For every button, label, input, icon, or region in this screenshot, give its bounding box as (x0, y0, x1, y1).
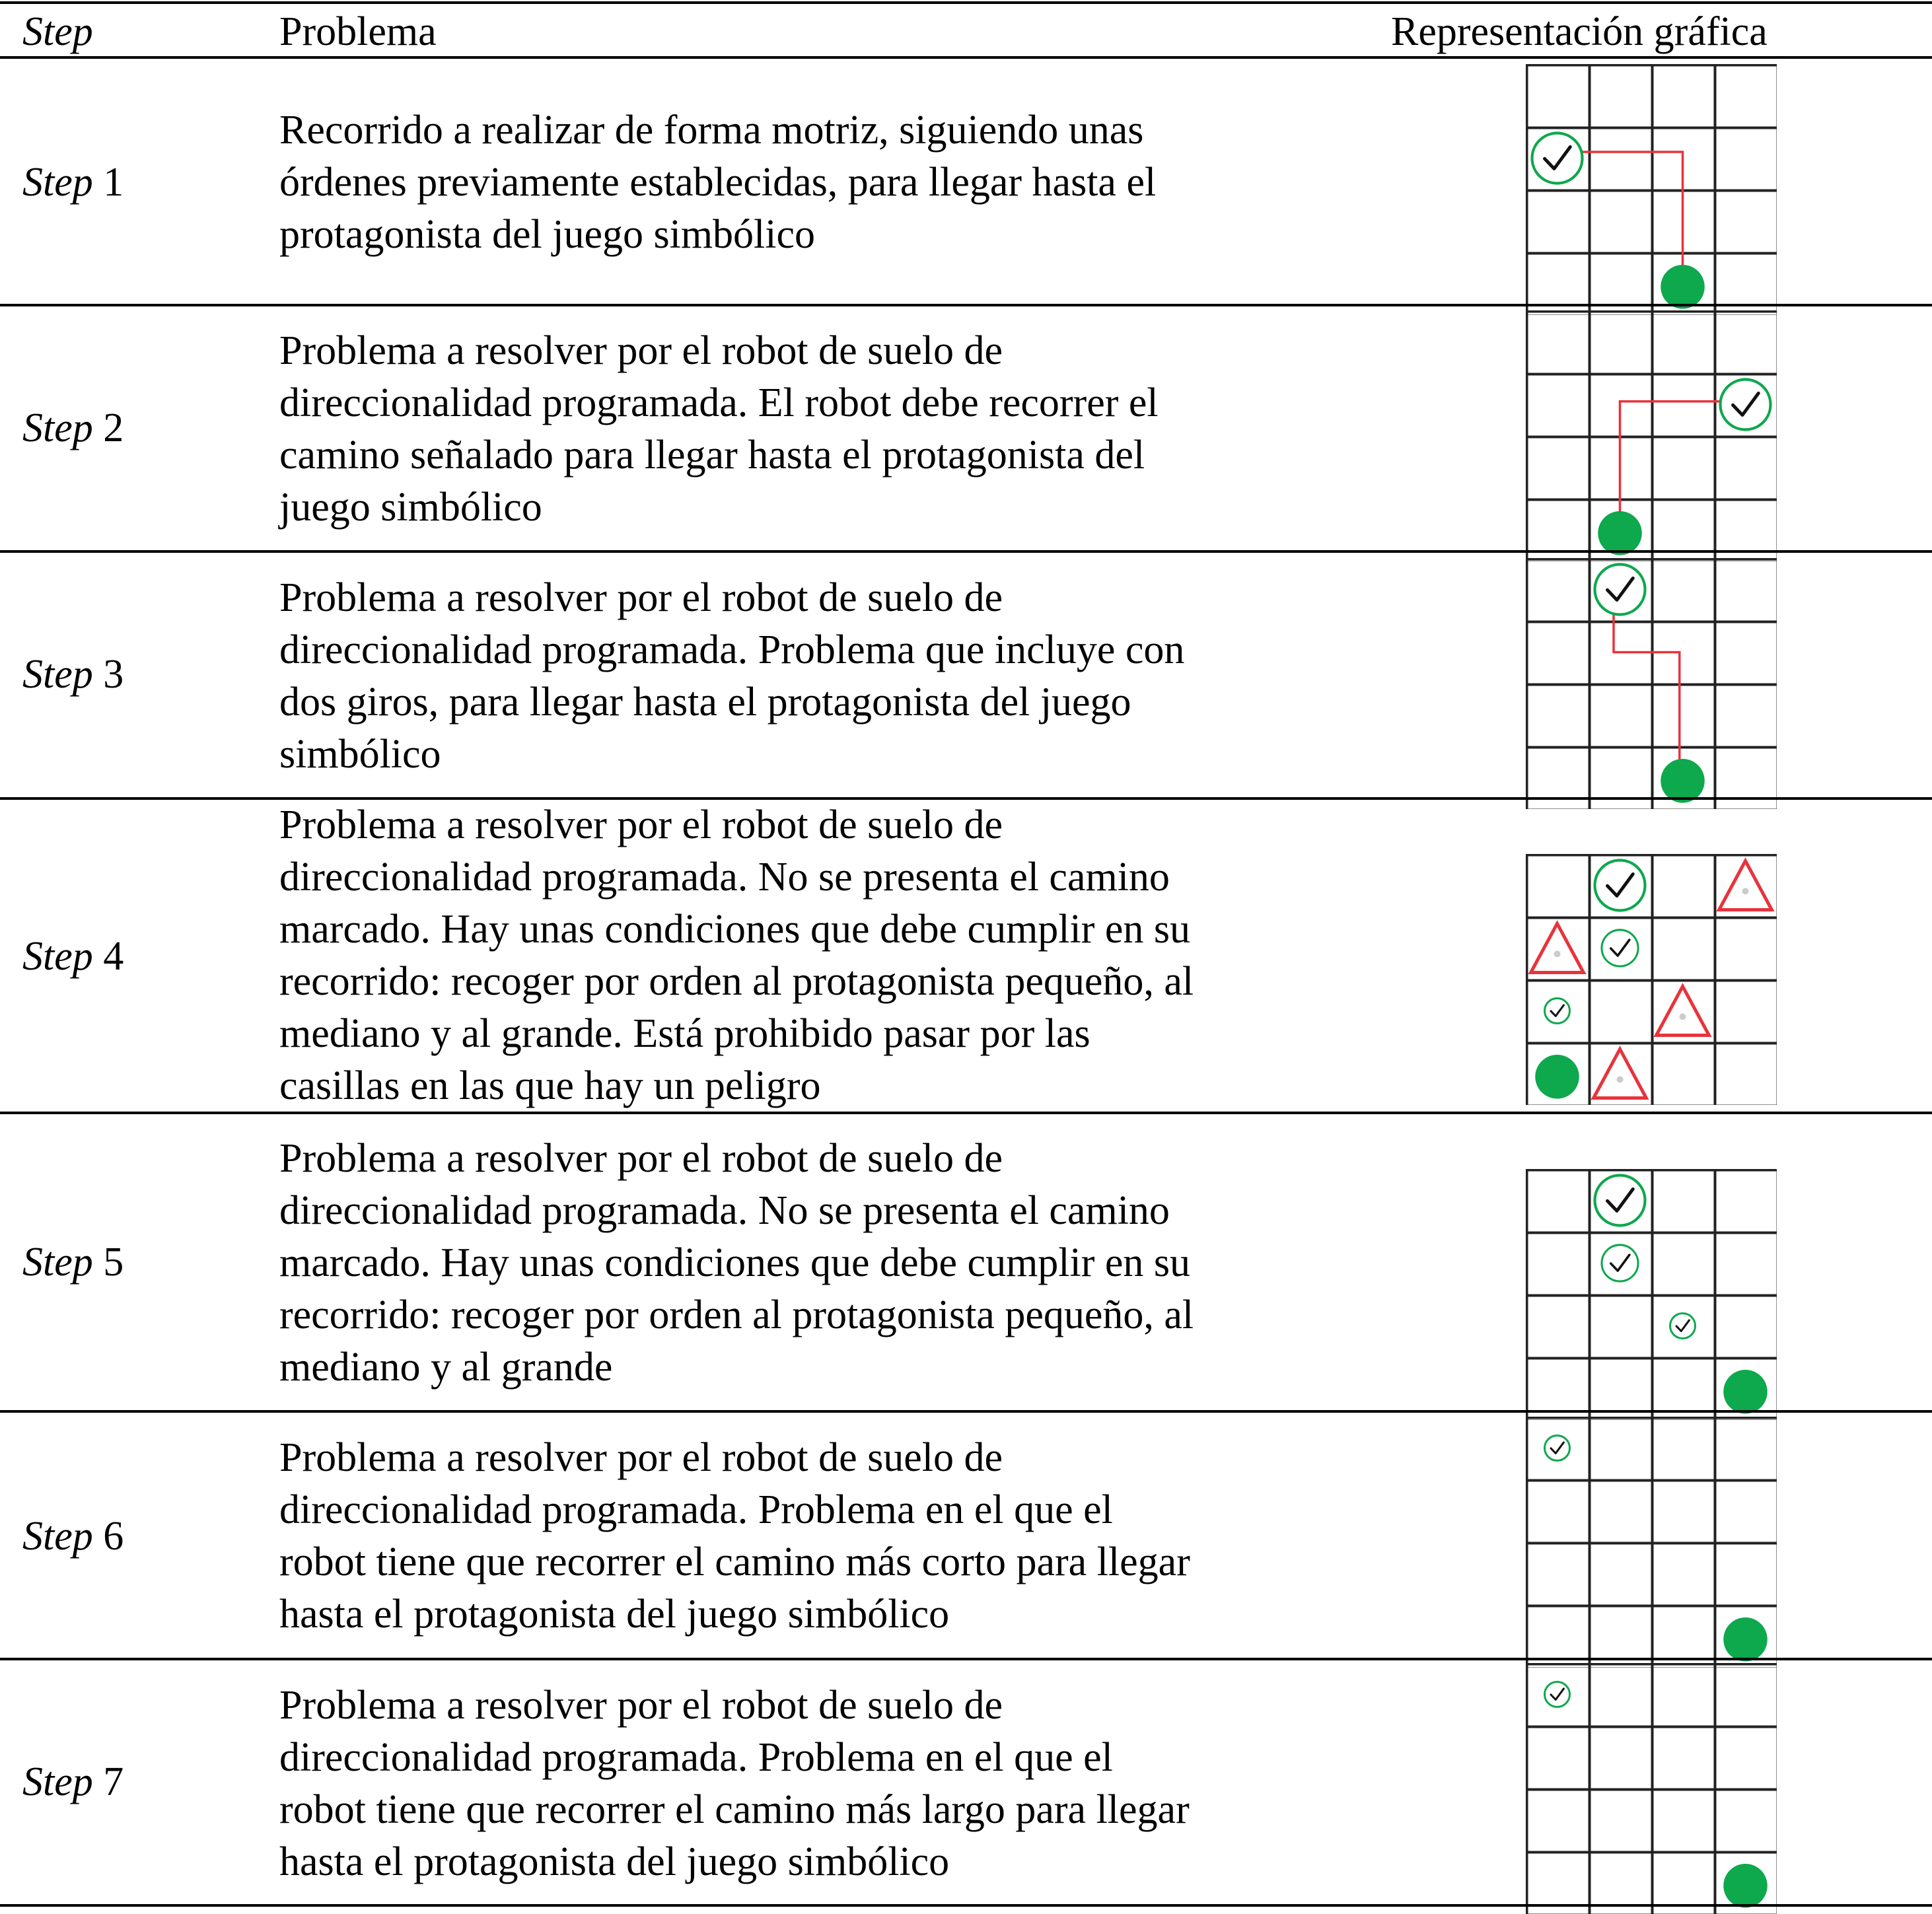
grid-cell (1715, 1418, 1777, 1481)
grid-cell (1715, 1790, 1777, 1853)
grid-cell (1653, 685, 1715, 748)
danger-mark (1680, 1013, 1686, 1020)
board-grid (1526, 558, 1777, 809)
grid-cell (1590, 981, 1653, 1044)
grid-cell (1590, 191, 1653, 254)
protagonist-check-icon (1721, 380, 1771, 430)
problem-description (279, 799, 1310, 1112)
board-grid (1526, 1169, 1777, 1420)
problem-line: direccionalidad programada. No se presenta el camino (279, 1185, 1310, 1237)
step-label (22, 933, 124, 980)
grid-cell (1590, 65, 1653, 128)
robot-marker (1723, 1370, 1768, 1414)
step-label (22, 1238, 124, 1286)
grid-cell (1653, 1664, 1715, 1727)
grid-cell (1527, 622, 1590, 685)
grid-cell (1653, 374, 1715, 437)
protagonist-check-icon (1602, 1245, 1638, 1281)
grid-cell (1590, 1790, 1653, 1853)
board-grid (1526, 1417, 1777, 1668)
grid-cell (1653, 1170, 1715, 1233)
problem-line: dos giros, para llegar hasta el protagonista del juego (279, 676, 1310, 728)
grid-cell (1653, 312, 1715, 374)
grid-cell (1715, 1727, 1777, 1790)
step-word: Step (22, 1514, 93, 1559)
danger-warning-icon (1719, 861, 1772, 909)
grid-cell (1715, 191, 1777, 254)
danger-mark (1554, 950, 1561, 957)
problem-line: robot tiene que recorrer el camino más corto para llegar (279, 1536, 1310, 1588)
row-divider (0, 1904, 1932, 1907)
grid-cell (1715, 128, 1777, 191)
robot-marker (1723, 1617, 1768, 1662)
grid-cell (1653, 1543, 1715, 1606)
grid-cell (1590, 312, 1653, 374)
grid-cell (1653, 1418, 1715, 1481)
problem-line: casillas en las que hay un peligro (279, 1060, 1310, 1112)
grid-cell (1527, 855, 1590, 918)
grid-cell (1527, 1481, 1590, 1543)
grid-cell (1653, 65, 1715, 128)
protagonist-check-icon (1545, 1436, 1570, 1461)
problem-line: órdenes previamente establecidas, para llegar hasta el (279, 157, 1310, 209)
grid-cell (1653, 1481, 1715, 1543)
problem-line: Problema a resolver por el robot de suelo de (279, 1680, 1310, 1732)
grid-cell (1715, 685, 1777, 748)
row-divider (0, 550, 1932, 553)
grid-cell (1653, 437, 1715, 500)
problem-line: direccionalidad programada. Problema en el que el (279, 1732, 1310, 1784)
step-number: 6 (103, 1514, 124, 1559)
danger-mark (1742, 888, 1749, 894)
step-label (22, 404, 124, 452)
column-header-problem: Problema (279, 8, 437, 55)
grid-cell (1590, 128, 1653, 191)
row-divider (0, 1112, 1932, 1114)
column-header-graphic: Representación gráfica (1391, 8, 1768, 55)
problem-line: marcado. Hay unas condiciones que debe cumplir en su (279, 1237, 1310, 1289)
grid-cell (1715, 918, 1777, 981)
grid-cell (1590, 1543, 1653, 1606)
grid-cell (1590, 1727, 1653, 1790)
grid-cell (1715, 1664, 1777, 1727)
grid-cell (1715, 1233, 1777, 1296)
step-number: 2 (103, 406, 124, 450)
grid-cell (1527, 1233, 1590, 1296)
grid-cell (1653, 918, 1715, 981)
grid-cell (1527, 1727, 1590, 1790)
grid-graphic (1526, 310, 1777, 561)
grid-cell (1527, 312, 1590, 374)
problem-line: Problema a resolver por el robot de suelo de (279, 1133, 1310, 1185)
grid-graphic (1526, 558, 1777, 809)
grid-cell (1527, 559, 1590, 622)
problem-description (279, 1680, 1310, 1888)
protagonist-check-icon (1595, 565, 1645, 615)
grid-cell (1527, 1790, 1590, 1853)
step-word: Step (22, 1759, 93, 1804)
danger-warning-icon (1594, 1049, 1647, 1098)
table-top-rule (0, 1, 1932, 4)
problem-line: direccionalidad programada. El robot debe recorrer el (279, 377, 1310, 429)
protagonist-check-icon (1532, 133, 1583, 184)
danger-mark (1617, 1076, 1624, 1082)
step-label (22, 651, 124, 698)
route-path (1614, 590, 1680, 772)
board-grid (1526, 1663, 1777, 1914)
problem-description (279, 325, 1310, 534)
grid-cell (1590, 1664, 1653, 1727)
protagonist-check-icon (1670, 1314, 1696, 1339)
problem-line: Recorrido a realizar de forma motriz, siguiendo unas (279, 104, 1310, 157)
protagonist-check-icon (1545, 1682, 1570, 1707)
grid-graphic (1526, 1169, 1777, 1420)
header-rule (0, 56, 1932, 59)
problem-line: robot tiene que recorrer el camino más largo para llegar (279, 1784, 1310, 1836)
problem-line: hasta el protagonista del juego simbólico (279, 1836, 1310, 1888)
danger-warning-icon (1657, 986, 1709, 1035)
protagonist-check-icon (1595, 1176, 1645, 1226)
protagonist-check-icon (1545, 999, 1570, 1024)
problem-line: hasta el protagonista del juego simbólico (279, 1588, 1310, 1641)
grid-cell (1527, 1296, 1590, 1359)
step-label (22, 1758, 124, 1806)
danger-warning-icon (1531, 923, 1584, 972)
grid-graphic (1526, 1417, 1777, 1668)
grid-cell (1653, 559, 1715, 622)
step-number: 1 (103, 160, 124, 205)
problem-line: marcado. Hay unas condiciones que debe cumplir en su (279, 904, 1310, 956)
grid-cell (1715, 622, 1777, 685)
problem-line: direccionalidad programada. No se presenta el camino (279, 851, 1310, 904)
problem-line: direccionalidad programada. Problema en el que el (279, 1484, 1310, 1536)
problem-description (279, 572, 1310, 781)
robot-marker (1535, 1055, 1579, 1099)
grid-cell (1715, 559, 1777, 622)
robot-marker (1723, 1864, 1768, 1908)
problem-line: recorrido: recoger por orden al protagonista pequeño, al (279, 956, 1310, 1008)
step-label (22, 159, 124, 206)
step-label (22, 1512, 124, 1560)
board-grid (1526, 310, 1777, 561)
problem-line: Problema a resolver por el robot de suelo de (279, 799, 1310, 851)
grid-cell (1653, 1233, 1715, 1296)
column-header-step: Step (22, 8, 93, 55)
problem-line: simbólico (279, 728, 1310, 781)
row-divider (0, 1658, 1932, 1660)
step-number: 7 (103, 1759, 124, 1804)
problem-line: protagonista del juego simbólico (279, 209, 1310, 261)
problem-description (279, 1133, 1310, 1394)
robot-marker (1598, 511, 1642, 555)
grid-cell (1590, 1418, 1653, 1481)
problem-line: mediano y al grande. Está prohibido pasar por las (279, 1008, 1310, 1060)
grid-cell (1653, 855, 1715, 918)
grid-cell (1527, 191, 1590, 254)
grid-cell (1653, 1790, 1715, 1853)
robot-marker (1661, 265, 1705, 309)
grid-cell (1527, 1170, 1590, 1233)
grid-cell (1653, 1044, 1715, 1106)
problem-description (279, 1432, 1310, 1641)
step-number: 5 (103, 1240, 124, 1285)
grid-cell (1715, 1543, 1777, 1606)
problem-description (279, 104, 1310, 261)
row-divider (0, 304, 1932, 306)
step-word: Step (22, 160, 93, 205)
grid-cell (1715, 1170, 1777, 1233)
grid-graphic (1526, 1663, 1777, 1914)
grid-cell (1715, 65, 1777, 128)
problem-line: juego simbólico (279, 481, 1310, 534)
grid-cell (1715, 1296, 1777, 1359)
grid-cell (1715, 312, 1777, 374)
board-grid (1526, 64, 1777, 315)
problem-line: Problema a resolver por el robot de suelo de (279, 325, 1310, 377)
grid-cell (1653, 1727, 1715, 1790)
problem-line: direccionalidad programada. Problema que incluye con (279, 624, 1310, 676)
row-divider (0, 1410, 1932, 1413)
grid-cell (1590, 1481, 1653, 1543)
step-word: Step (22, 652, 93, 697)
grid-cell (1590, 1296, 1653, 1359)
grid-cell (1715, 981, 1777, 1044)
problem-line: Problema a resolver por el robot de suelo de (279, 572, 1310, 624)
problem-line: Problema a resolver por el robot de suelo de (279, 1432, 1310, 1484)
grid-cell (1527, 374, 1590, 437)
grid-cell (1715, 437, 1777, 500)
problem-line: camino señalado para llegar hasta el protagonista del (279, 429, 1310, 481)
problem-line: recorrido: recoger por orden al protagonista pequeño, al (279, 1289, 1310, 1341)
grid-graphic (1526, 854, 1777, 1105)
protagonist-check-icon (1595, 861, 1645, 911)
grid-cell (1715, 1481, 1777, 1543)
grid-cell (1590, 685, 1653, 748)
grid-cell (1527, 685, 1590, 748)
problem-line: mediano y al grande (279, 1341, 1310, 1394)
grid-graphic (1526, 64, 1777, 315)
grid-cell (1715, 1044, 1777, 1106)
protagonist-check-icon (1602, 930, 1638, 966)
grid-cell (1527, 65, 1590, 128)
grid-cell (1527, 437, 1590, 500)
step-word: Step (22, 934, 93, 979)
step-number: 4 (103, 934, 124, 979)
step-word: Step (22, 406, 93, 450)
board-grid (1526, 854, 1777, 1105)
step-number: 3 (103, 652, 124, 697)
step-word: Step (22, 1240, 93, 1285)
grid-cell (1527, 1543, 1590, 1606)
robot-marker (1661, 759, 1705, 803)
